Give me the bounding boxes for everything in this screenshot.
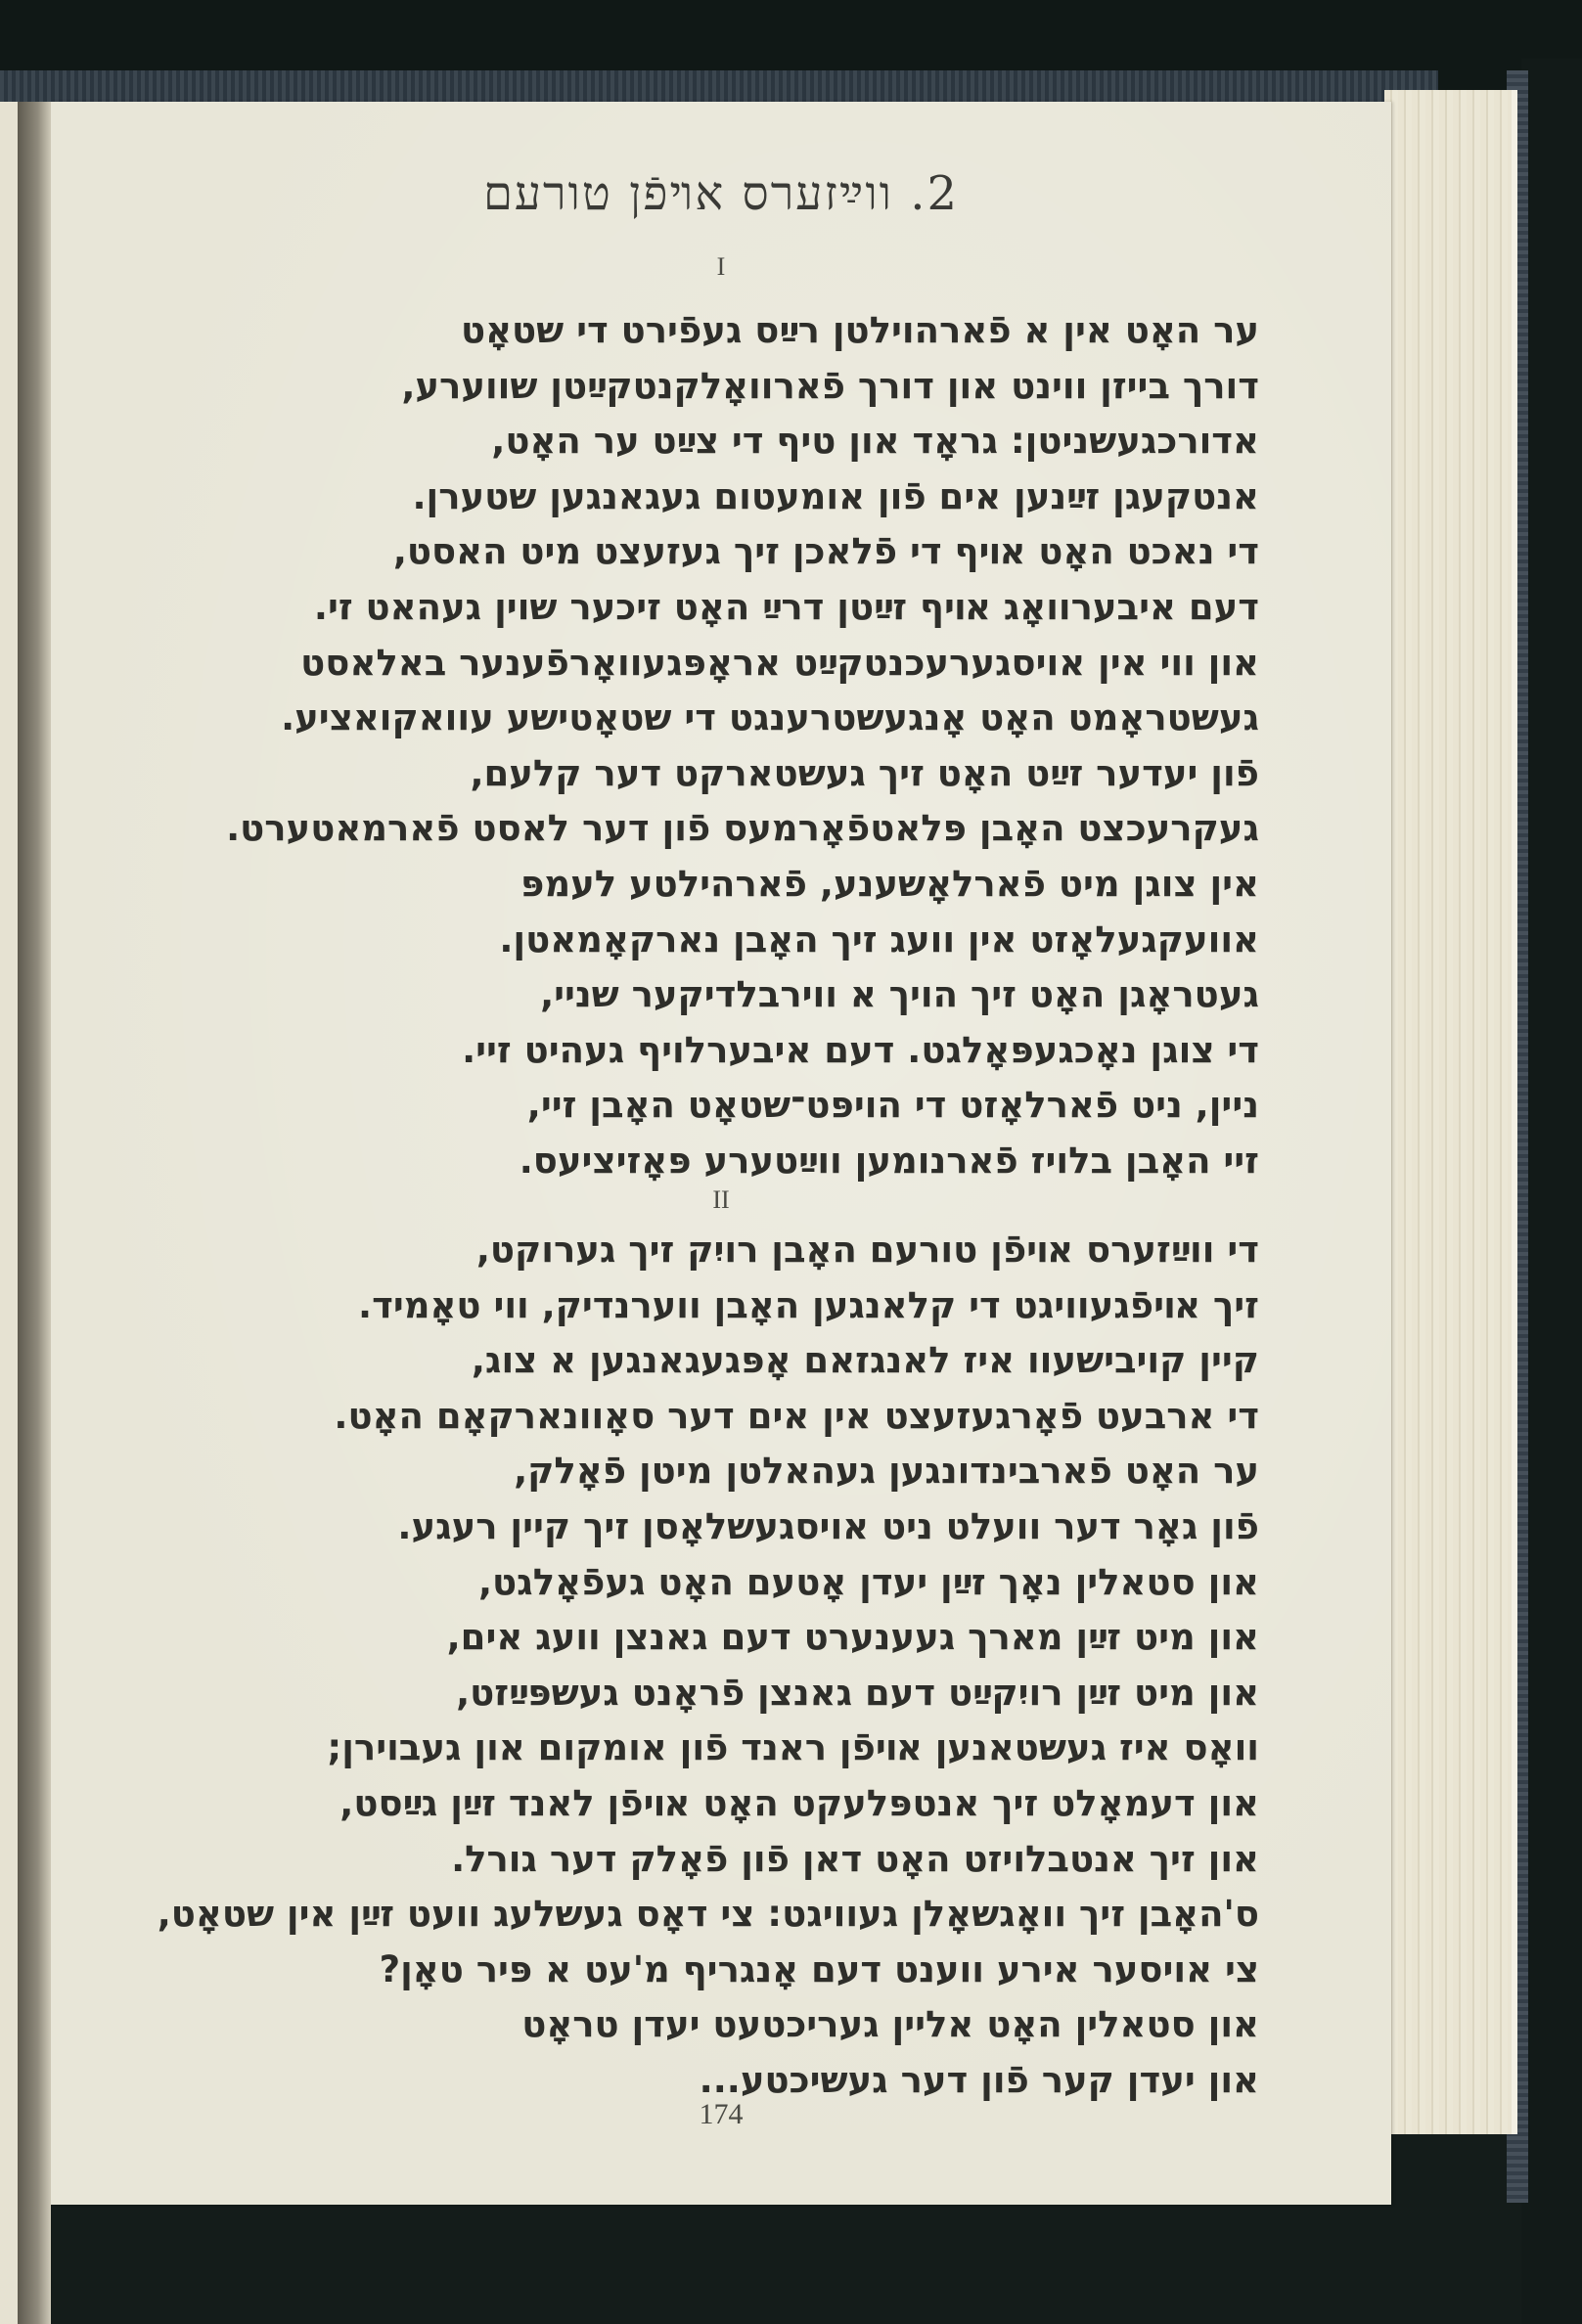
poem-line: ס'האָבן זיך וואָגשאָלן געוויגט: צי דאָס געשלעג וועט זײַן אין שטאָט, <box>157 1893 1259 1936</box>
book-cover-bottom <box>51 2205 1509 2324</box>
poem-line: און מיט זײַן מארך געענערט דעם גאנצן וועג אים, <box>446 1616 1259 1659</box>
poem-line: פֿון גאָר דער וועלט ניט אויסגעשלאָסן זיך קיין רעגע. <box>397 1504 1259 1547</box>
section-1-text <box>226 303 1259 1189</box>
poem-line: דעם איבערוואָג אױף זײַטן דרײַ האָט זיכער שוין געהאט זי. <box>313 585 1259 628</box>
poem-line: ער האָט פֿארבינדונגען געהאלטן מיטן פֿאָלק, <box>514 1450 1259 1493</box>
poem-line: ניין, ניט פֿארלאָזט די הויפּט־שטאָט האָבן זיי, <box>526 1084 1259 1127</box>
book-cover-right <box>1521 59 1582 2324</box>
left-page-sliver <box>0 102 18 2324</box>
poem-title: 2. ווײַזערס אױפֿן טורעם <box>482 166 960 221</box>
poem-line: זיך אױפֿגעוויגט די קלאנגען האָבן ווערנדיק, ווי טאָמיד. <box>358 1283 1259 1326</box>
poem-line: געשטראָמט האָט אָנגעשטרענגט די שטאָטישע עוואקואציע. <box>281 696 1259 739</box>
poem-line: קיין קויבישעוו איז לאנגזאם אָפּגעגאנגען א צוג, <box>471 1339 1259 1382</box>
poem-line: אדורכגעשניטן: גראָד און טיף די צײַט ער האָט, <box>491 420 1259 463</box>
poem-line: אנטקעגן זײַנען אים פֿון אומעטום געגאנגען שטערן. <box>412 474 1259 517</box>
poem-line: זיי האָבן בלויז פֿארנומען ווײַטערע פּאָזיציעס. <box>519 1139 1259 1182</box>
page-block-edges <box>1384 90 1517 2134</box>
poem-line: און זיך אנטבלויזט האָט דאן פֿון פֿאָלק דער גורל. <box>451 1837 1259 1880</box>
gutter-shadow <box>18 102 51 2324</box>
section-2-text <box>158 1223 1259 2109</box>
poem-line: צי אויסער אירע ווענט דעם אָנגריף מ'עט א פּיר טאָן? <box>379 1947 1259 1990</box>
section-number-1: I <box>716 252 726 281</box>
section-number-2: II <box>712 1185 730 1214</box>
poem-line: געקרעכצט האָבן פּלאטפֿאָרמעס פֿון דער לאסט פֿארמאטערט. <box>226 807 1259 850</box>
poem-line: און מיט זײַן רויִקײַט דעם גאנצן פֿראָנט געשפּײַזט, <box>456 1671 1259 1714</box>
poem-line: ער האָט אין א פֿארהוילטן רײַס געפֿירט די שטאָט <box>460 309 1259 351</box>
poem-line: די ווײַזערס אױפֿן טורעם האָבן רויִק זיך גערוקט, <box>475 1229 1259 1271</box>
poem-line: און יעדן קער פֿון דער געשיכטע... <box>699 2058 1259 2101</box>
poem-line: און סטאלין האָט אליין געריכטעט יעדן טראָט <box>521 2003 1259 2046</box>
poem-line: געטראָגן האָט זיך הויך א ווירבלדיקער שניי, <box>540 973 1259 1016</box>
poem-line: אוועקגעלאָזט אין וועג זיך האָבן נארקאָמאטן. <box>499 917 1259 961</box>
poem-line: אין צוגן מיט פֿארלאָשענע, פֿארהילטע לעמפּ <box>520 862 1259 905</box>
poem-line: די צוגן נאָכגעפּאָלגט. דעם איבערלויף געהיט זיי. <box>462 1028 1259 1071</box>
poem-line: וואָס איז געשטאנען אױפֿן ראנד פֿון אומקום און געבוירן; <box>327 1726 1259 1769</box>
poem-line: דורך בייזן ווינט און דורך פֿארוואָלקנטקײַטן שווערע, <box>401 364 1259 407</box>
poem-line: פֿון יעדער זײַט האָט זיך געשטארקט דער קלעם, <box>470 751 1259 794</box>
book-cover-cloth-edge <box>0 70 1438 102</box>
poem-line: און ווי אין אויסגערעכנטקײַט אראָפּגעוואָרפֿענער באלאסט <box>300 641 1259 684</box>
poem-line: די ארבעט פֿאָרגעזעצט אין אים דער סאָוונארקאָם האָט. <box>334 1394 1259 1437</box>
poem-line: און דעמאָלט זיך אנטפּלעקט האָט אױפֿן לאנד זײַן גײַסט, <box>339 1781 1259 1824</box>
poem-line: די נאכט האָט אױף די פֿלאכן זיך געזעצט מיט האסט, <box>392 530 1259 573</box>
poem-line: און סטאלין נאָך זײַן יעדן אָטעם האָט געפֿאָלגט, <box>478 1560 1259 1603</box>
page-number: 174 <box>699 2098 744 2130</box>
